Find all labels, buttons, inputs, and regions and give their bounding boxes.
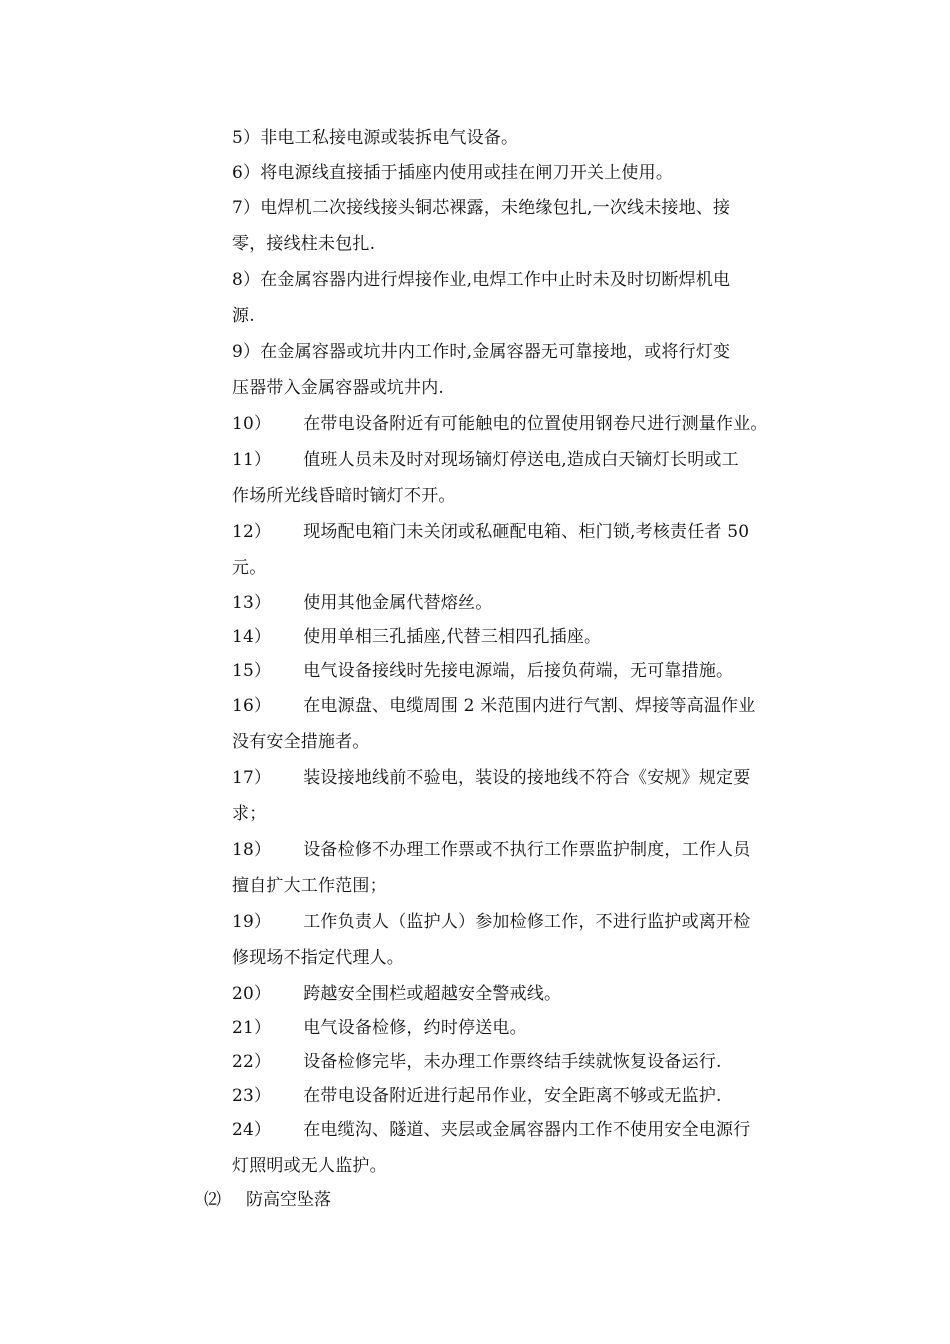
list-item-21 — [232, 1016, 802, 1040]
list-item-20 — [232, 982, 802, 1006]
list-item-24-cont: 灯照明或无人监护。 — [232, 1156, 387, 1176]
list-item-5: 5）非电工私接电源或装拆电气设备。 — [232, 128, 519, 148]
item-number: 18） — [232, 840, 272, 860]
section-title: 防高空坠落 — [246, 1190, 331, 1210]
list-item-13 — [232, 591, 802, 615]
item-text: 使用其他金属代替熔丝。 — [303, 593, 493, 613]
list-item-19 — [232, 910, 802, 934]
list-item-17-cont: 求； — [232, 804, 267, 824]
list-item-11 — [232, 448, 802, 472]
item-text: 在带电设备附近进行起吊作业，安全距离不够或无监护. — [303, 1086, 722, 1106]
list-item-9: 9）在金属容器或坑井内工作时,金属容器无可靠接地，或将行灯变 — [232, 342, 731, 362]
list-item-11-cont: 作场所光线昏暗时镝灯不开。 — [232, 486, 456, 506]
item-text: 电气设备检修，约时停送电。 — [303, 1018, 527, 1038]
item-number: 20） — [232, 984, 272, 1004]
item-text: 值班人员未及时对现场镝灯停送电,造成白天镝灯长明或工 — [303, 450, 739, 470]
list-item-8-cont: 源. — [232, 306, 255, 326]
list-item-7: 7）电焊机二次接线接头铜芯裸露，未绝缘包扎,一次线未接地、接 — [232, 198, 731, 218]
item-text: 设备检修完毕，未办理工作票终结手续就恢复设备运行. — [303, 1052, 722, 1072]
list-item-6: 6）将电源线直接插于插座内使用或挂在闸刀开关上使用。 — [232, 163, 674, 183]
item-number: 21） — [232, 1018, 272, 1038]
list-item-16-cont: 没有安全措施者。 — [232, 732, 370, 752]
list-item-10 — [232, 412, 802, 436]
item-number: 19） — [232, 912, 272, 932]
item-text: 在电源盘、电缆周围 2 米范围内进行气割、焊接等高温作业 — [303, 696, 756, 716]
list-item-8: 8）在金属容器内进行焊接作业,电焊工作中止时未及时切断焊机电 — [232, 270, 731, 290]
item-text: 装设接地线前不验电，装设的接地线不符合《安规》规定要 — [303, 768, 751, 788]
item-text: 在带电设备附近有可能触电的位置使用钢卷尺进行测量作业。 — [303, 414, 768, 434]
item-text: 在电缆沟、隧道、夹层或金属容器内工作不使用安全电源行 — [303, 1120, 751, 1140]
item-text: 现场配电箱门未关闭或私砸配电箱、柜门锁,考核责任者 50 — [303, 522, 750, 542]
item-text: 工作负责人（监护人）参加检修工作，不进行监护或离开检 — [303, 912, 751, 932]
item-number: 13） — [232, 593, 272, 613]
item-number: 15） — [232, 661, 272, 681]
list-item-19-cont: 修现场不指定代理人。 — [232, 948, 404, 968]
list-item-16 — [232, 694, 802, 718]
list-item-7-cont: 零，接线柱未包扎. — [232, 234, 376, 254]
section-number: ⑵ — [204, 1190, 221, 1210]
item-number: 12） — [232, 522, 272, 542]
item-number: 24） — [232, 1120, 272, 1140]
item-number: 16） — [232, 696, 272, 716]
item-text: 电气设备接线时先接电源端，后接负荷端，无可靠措施。 — [303, 661, 734, 681]
list-item-17 — [232, 766, 802, 790]
list-item-23 — [232, 1084, 802, 1108]
item-number: 11） — [232, 450, 272, 470]
item-number: 23） — [232, 1086, 272, 1106]
list-item-22 — [232, 1050, 802, 1074]
list-item-14 — [232, 625, 802, 649]
list-item-24 — [232, 1118, 802, 1142]
section-heading — [204, 1188, 331, 1212]
item-text: 使用单相三孔插座,代替三相四孔插座。 — [303, 627, 602, 647]
item-number: 22） — [232, 1052, 272, 1072]
list-item-12 — [232, 520, 802, 544]
item-number: 14） — [232, 627, 272, 647]
item-text: 跨越安全围栏或超越安全警戒线。 — [303, 984, 562, 1004]
item-text: 设备检修不办理工作票或不执行工作票监护制度，工作人员 — [303, 840, 751, 860]
list-item-9-cont: 压器带入金属容器或坑井内. — [232, 378, 445, 398]
list-item-18 — [232, 838, 802, 862]
list-item-18-cont: 擅自扩大工作范围； — [232, 876, 387, 896]
item-number: 10） — [232, 414, 272, 434]
item-number: 17） — [232, 768, 272, 788]
list-item-15 — [232, 659, 802, 683]
list-item-12-cont: 元。 — [232, 558, 267, 578]
